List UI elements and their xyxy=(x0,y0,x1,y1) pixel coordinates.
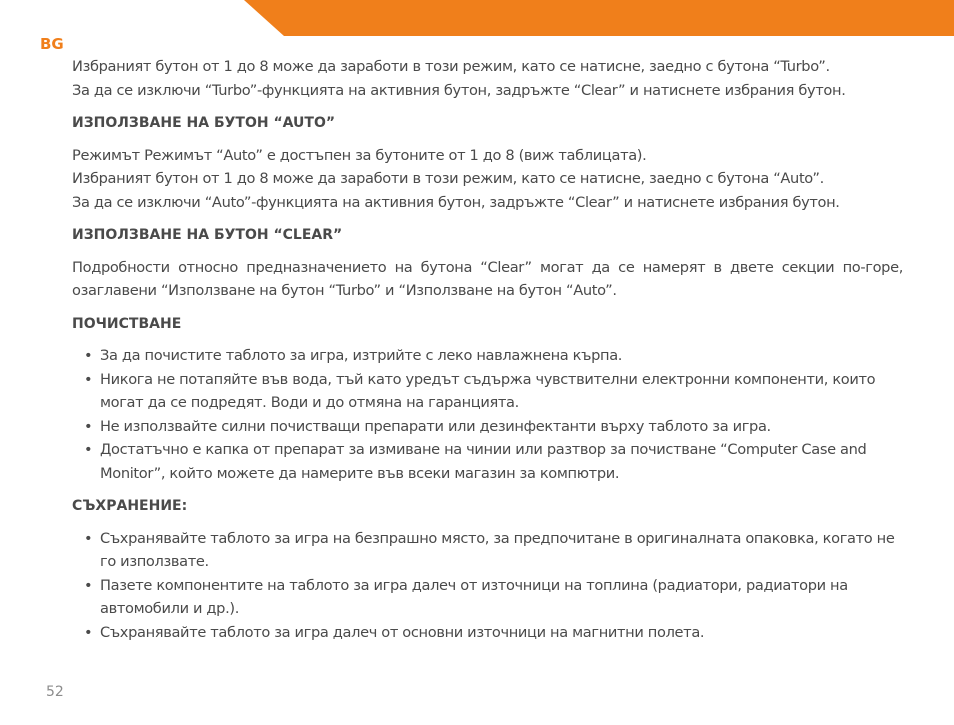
cleaning-list xyxy=(72,344,903,485)
clear-heading: ИЗПОЛЗВАНЕ НА БУТОН “CLEAR” xyxy=(72,227,343,243)
bullet-icon: • xyxy=(84,576,93,594)
list-item xyxy=(72,368,903,415)
list-item xyxy=(72,621,903,645)
auto-line-2: Избраният бутон от 1 до 8 може да заработи в този режим, като се натисне, заедно с бутона “Auto”. xyxy=(72,170,824,187)
list-item xyxy=(72,415,903,439)
storage-list xyxy=(72,527,903,645)
storage-heading: СЪХРАНЕНИЕ: xyxy=(72,498,188,514)
bullet-icon: • xyxy=(84,441,93,458)
language-code: BG xyxy=(40,35,64,53)
intro-line-2: За да се изключи “Turbo”-функцията на активния бутон, задръжте “Clear” и натиснете избрания бутон. xyxy=(72,81,846,99)
cleaning-heading: ПОЧИСТВАНЕ xyxy=(72,315,182,332)
list-item-text: Достатъчно е капка от препарат за измиване на чинии или разтвор за почистване “Computer Case and Monitor”, който можете да намерите във всеки магазин за компютри. xyxy=(100,441,867,482)
page-number: 52 xyxy=(46,684,64,700)
list-item-text: За да почистите таблото за игра, изтрийте с леко навлажнена кърпа. xyxy=(100,347,623,364)
intro-line-1: Избраният бутон от 1 до 8 може да заработи в този режим, като се натисне, заедно с бутона “Turbo”. xyxy=(72,58,830,75)
list-item-text: Пазете компонентите на таблото за игра далеч от източници на топлина (радиатори, радиатори на автомобили и др.). xyxy=(100,576,848,617)
list-item-text: Съхранявайте таблото за игра далеч от основни източници на магнитни полета. xyxy=(100,623,705,641)
list-item xyxy=(72,527,903,574)
auto-line-1: Режимът Режимът “Auto” е достъпен за бутоните от 1 до 8 (виж таблицата). xyxy=(72,146,647,164)
list-item xyxy=(72,574,903,621)
bullet-icon: • xyxy=(84,529,93,547)
bullet-icon: • xyxy=(84,623,93,641)
bullet-icon: • xyxy=(84,347,93,364)
bullet-icon: • xyxy=(84,370,93,388)
list-item xyxy=(72,344,903,368)
list-item xyxy=(72,438,903,485)
bullet-icon: • xyxy=(84,417,93,435)
list-item-text: Съхранявайте таблото за игра на безпрашно място, за предпочитане в оригиналната опаковка, когато не го използвате. xyxy=(100,529,895,570)
list-item-text: Никога не потапяйте във вода, тъй като уредът съдържа чувствителни електронни компоненти, които могат да се подредят. Води и до отмяна на гаранцията. xyxy=(100,370,876,411)
clear-text: Подробности относно предназначението на бутона “Clear” могат да се намерят в двете секции по-горе, озаглавени “Използване на бутон “Turbo” и “Използване на бутон “Auto”. xyxy=(72,258,903,299)
header-accent-bar xyxy=(244,0,954,36)
auto-heading: ИЗПОЛЗВАНЕ НА БУТОН “AUTO” xyxy=(72,115,336,131)
auto-line-3: За да се изключи “Auto”-функцията на активния бутон, задръжте “Clear” и натиснете избрания бутон. xyxy=(72,193,840,211)
list-item-text: Не използвайте силни почистващи препарати или дезинфектанти върху таблото за игра. xyxy=(100,417,771,435)
page-content xyxy=(72,55,903,650)
